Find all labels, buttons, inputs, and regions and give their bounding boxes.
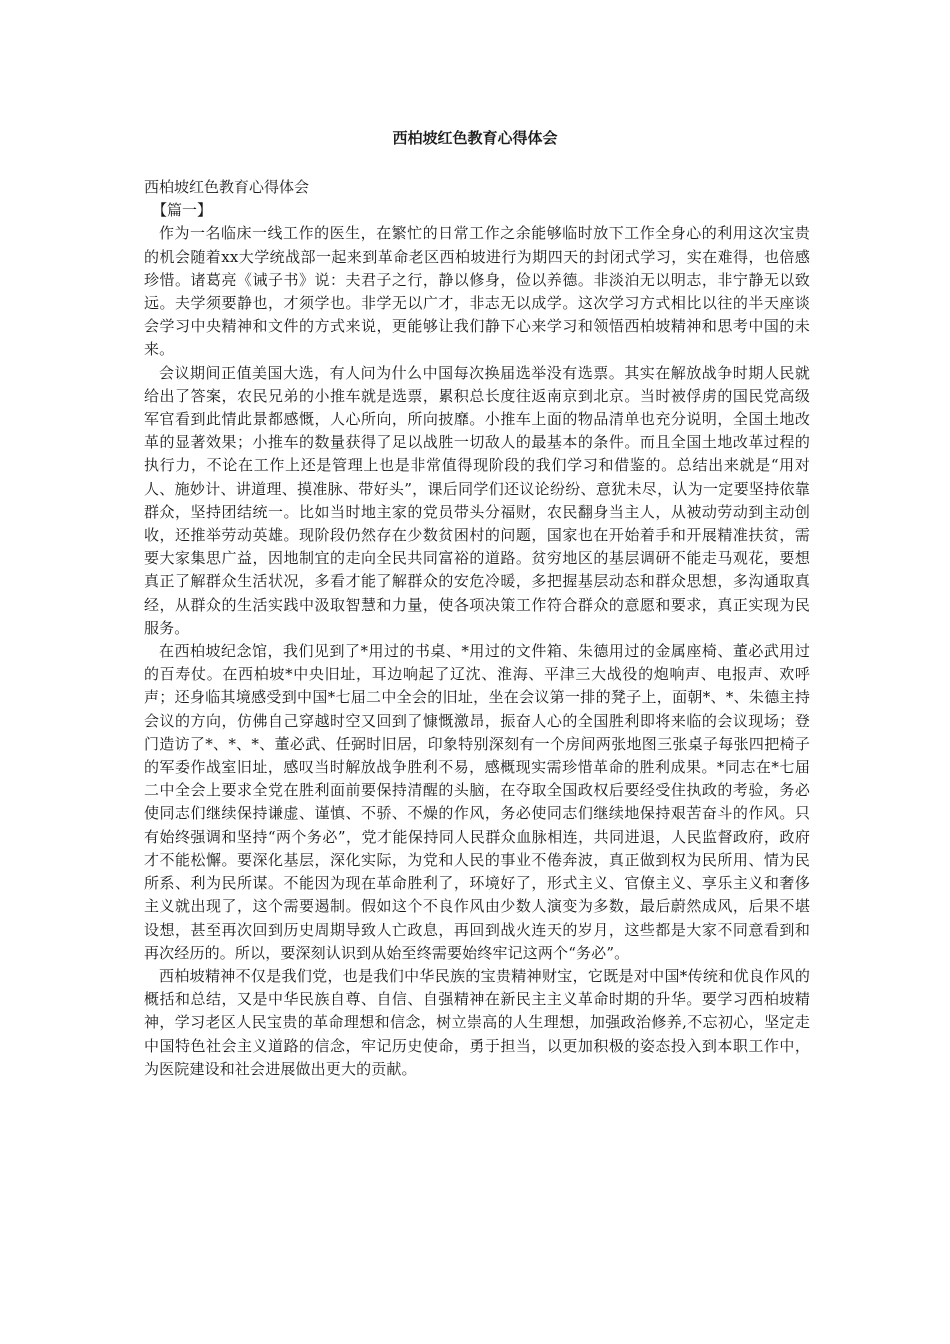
paragraph-4: 西柏坡精神不仅是我们党，也是我们中华民族的宝贵精神财宝，它既是对中国*传统和优良作风的概括和总结，又是中华民族自尊、自信、自强精神在新民主主义革命时期的升华。要学习西柏坡精神，学习老区人民宝贵的革命理想和信念，树立崇高的人生理想，加强政治修养,不忘初心，坚定走中国特色社会主义道路的信念，牢记历史使命，勇于担当，以更加积极的姿态投入到本职工作中，为医院建设和社会进展做出更大的贡献。 — [144, 966, 810, 1078]
document-subtitle: 西柏坡红色教育心得体会 — [144, 178, 310, 196]
document-body — [144, 176, 810, 1081]
section-label: 【篇一】 — [152, 201, 213, 220]
paragraph-1: 作为一名临床一线工作的医生，在繁忙的日常工作之余能够临时放下工作全身心的利用这次宝贵的机会随着xx大学统战部一起来到革命老区西柏坡进行为期四天的封闭式学习，实在难得，也倍感珍惜。诸葛亮《诫子书》说：夫君子之行，静以修身，俭以养德。非淡泊无以明志，非宁静无以致远。夫学须要静也，才须学也。非学无以广才，非志无以成学。这次学习方式相比以往的半天座谈会学习中央精神和文件的方式来说，更能够让我们静下心来学习和领悟西柏坡精神和思考中国的未来。 — [144, 224, 810, 359]
paragraph-3: 在西柏坡纪念馆，我们见到了*用过的书桌、*用过的文件箱、朱德用过的金属座椅、董必武用过的百寿仗。在西柏坡*中央旧址，耳边响起了辽沈、淮海、平津三大战役的炮响声、电报声、欢呼声；还身临其境感受到中国*七届二中全会的旧址，坐在会议第一排的凳子上，面朝*、*、朱德主持会议的方向，仿佛自己穿越时空又回到了慷慨激昂，振奋人心的全国胜利即将来临的会议现场；登门造访了*、*、*、董必武、任弼时旧居，印象特别深刻有一个房间两张地图三张桌子每张四把椅子的军委作战室旧址，感叹当时解放战争胜利不易，感概现实需珍惜革命的胜利成果。*同志在*七届二中全会上要求全党在胜利面前要保持清醒的头脑，在夺取全国政权后要经受住执政的考验，务必使同志们继续保持谦虚、谨慎、不骄、不燥的作风，务必使同志们继续地保持艰苦奋斗的作风。只有始终强调和坚持“两个务必”，党才能保持同人民群众血脉相连，共同进退，人民监督政府，政府才不能松懈。要深化基层，深化实际，为党和人民的事业不倦奔波，真正做到权为民所用、情为民所系、利为民所谋。不能因为现在革命胜利了，环境好了，形式主义、官僚主义、享乐主义和奢侈主义就出现了，这个需要遏制。假如这个不良作风由少数人演变为多数，最后蔚然成风，后果不堪设想，甚至再次回到历史周期导致人亡政息，再回到战火连天的岁月，这些都是大家不同意看到和再次经历的。所以，要深刻认识到从始至终需要始终牢记这两个“务必”。 — [144, 642, 810, 962]
document-title: 西柏坡红色教育心得体会 — [392, 129, 558, 147]
paragraph-2: 会议期间正值美国大选，有人问为什么中国每次换届选举没有选票。其实在解放战争时期人民就给出了答案，农民兄弟的小推车就是选票，累积总长度往返南京到北京。当时被俘虏的国民党高级军官看到此情此景都感慨，人心所向，所向披靡。小推车上面的物品清单也充分说明，全国土地改革的显著效果；小推车的数量获得了足以战胜一切敌人的最基本的条件。而且全国土地改革过程的执行力，不论在工作上还是管理上也是非常值得现阶段的我们学习和借鉴的。总结出来就是“用对人、施妙计、讲道理、摸准脉、带好头”，课后同学们还议论纷纷、意犹未尽，认为一定要坚持依靠群众，坚持团结统一。比如当时地主家的党员带头分福财，农民翻身当主人，从被动劳动到主动创收，还推举劳动英雄。现阶段仍然存在少数贫困村的问题，国家也在开始着手和开展精准扶贫，需要大家集思广益，因地制宜的走向全民共同富裕的道路。贫穷地区的基层调研不能走马观花，要想真正了解群众生活状况，多看才能了解群众的安危冷暖，多把握基层动态和群众思想，多沟通取真经，从群众的生活实践中汲取智慧和力量，使各项决策工作符合群众的意愿和要求，真正实现为民服务。 — [144, 363, 810, 637]
